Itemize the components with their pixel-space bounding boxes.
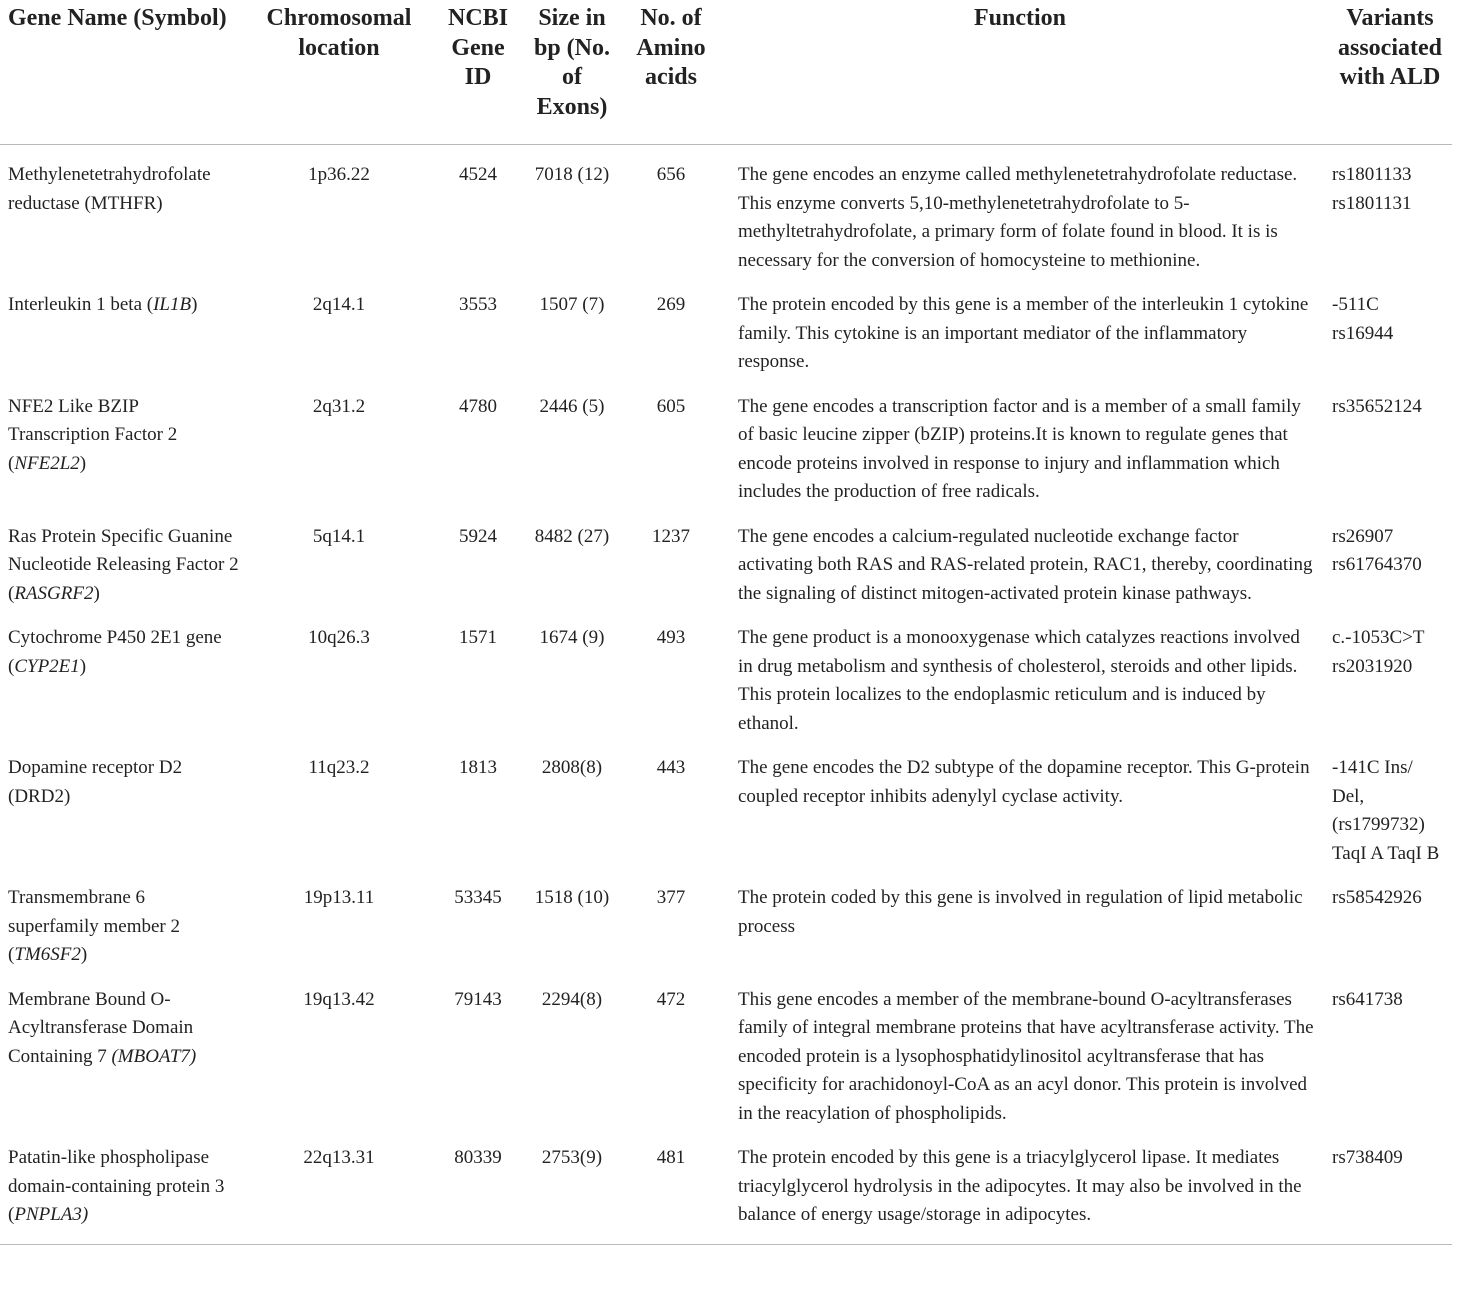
chromosomal-location: 22q13.31 xyxy=(303,1147,375,1168)
variants-cell xyxy=(1320,507,1452,609)
gene-function: The gene encodes an enzyme called methylenetetrahydrofolate reductase. This enzyme converts 5,10-methylenetetrahydrofolate to 5-methyltetrahydrofolate, a primary form of folate found in blood. It is is necessary for the conversion of homocysteine to methionine. xyxy=(738,164,1298,271)
amino-acid-count: 443 xyxy=(656,757,686,778)
amino-acid-count: 269 xyxy=(656,294,686,315)
variant: rs61764370 xyxy=(1332,554,1422,575)
variant: rs1801133 xyxy=(1332,164,1412,185)
gene-symbol-suffix: ) xyxy=(79,655,87,677)
gene-symbol: (MBOAT7) xyxy=(111,1045,197,1067)
gene-name: Methylenetetrahydrofolate reductase (MTHFR) xyxy=(8,164,211,214)
ncbi-gene-id: 1571 xyxy=(459,627,497,648)
variant: rs16944 xyxy=(1332,322,1394,344)
gene-symbol-suffix: ) xyxy=(79,452,87,474)
gene-function: This gene encodes a member of the membrane-bound O-acyltransferases family of integral membrane proteins that have acyltransferase activity. The encoded protein is a lysophosphatidylinositol acyltransferase that has specificity for arachidonoyl-CoA as an acyl donor. This protein is involved in the reacylation of phospholipids. xyxy=(738,988,1314,1124)
ncbi-gene-id: 53345 xyxy=(454,887,502,908)
gene-function: The protein encoded by this gene is a triacylglycerol lipase. It mediates triacylglycerol hydrolysis in the adipocytes. It may also be involved in the balance of energy usage/storage in adipocytes. xyxy=(738,1147,1302,1225)
gene-name-cell xyxy=(0,377,244,507)
gene-name-cell xyxy=(0,1128,244,1244)
size-bp: 1507 (7) xyxy=(539,294,605,315)
variant: rs58542926 xyxy=(1332,887,1422,908)
gene-function: The gene encodes a transcription factor and is a member of a small family of basic leucine zipper (bZIP) proteins.It is known to regulate genes that encode proteins involved in response to injury and inflammation which includes the production of free radicals. xyxy=(738,395,1301,502)
variant: rs738409 xyxy=(1332,1147,1403,1168)
header-size-bp: Size in bp (No. of Exons) xyxy=(533,5,611,120)
ncbi-gene-id: 4524 xyxy=(459,164,497,185)
chromosomal-location: 2q14.1 xyxy=(312,294,366,315)
variant: rs26907 xyxy=(1332,525,1394,547)
gene-symbol: CYP2E1 xyxy=(14,655,80,677)
gene-symbol: IL1B xyxy=(153,294,192,315)
gene-name: Membrane Bound O-Acyltransferase Domain Containing 7 xyxy=(8,988,194,1067)
ncbi-gene-id: 4780 xyxy=(459,395,497,417)
variants-cell xyxy=(1320,738,1452,868)
gene-name: Ras Protein Specific Guanine Nucleotide Releasing Factor 2 ( xyxy=(8,525,239,604)
ncbi-gene-id: 3553 xyxy=(459,294,497,315)
size-bp: 2753(9) xyxy=(541,1147,603,1168)
variants-cell xyxy=(1320,1128,1452,1244)
gene-name-cell xyxy=(0,608,244,738)
gene-symbol: NFE2L2 xyxy=(14,452,80,474)
amino-acid-count: 493 xyxy=(656,627,686,648)
header-function: Function xyxy=(973,5,1066,31)
amino-acid-count: 481 xyxy=(656,1147,686,1168)
gene-function: The gene product is a monooxygenase which catalyzes reactions involved in drug metabolism and synthesis of cholesterol, steroids and other lipids. This protein localizes to the endoplasmic reticulum and is induced by ethanol. xyxy=(738,627,1300,734)
variant: rs641738 xyxy=(1332,988,1403,1010)
variant: c.-1053C>T xyxy=(1332,627,1425,648)
gene-function: The protein coded by this gene is involved in regulation of lipid metabolic process xyxy=(738,887,1303,937)
table-row xyxy=(0,275,1452,377)
gene-name-cell xyxy=(0,868,244,970)
header-variants: Variants associated with ALD xyxy=(1338,5,1442,90)
variants-cell xyxy=(1320,145,1452,276)
chromosomal-location: 5q14.1 xyxy=(312,525,366,547)
chromosomal-location: 10q26.3 xyxy=(308,627,370,648)
gene-function: The gene encodes a calcium-regulated nucleotide exchange factor activating both RAS and RAS-related protein, RAC1, thereby, coordinating the signaling of distinct mitogen-activated protein kinase pathways. xyxy=(738,525,1313,604)
table-row xyxy=(0,377,1452,507)
table-row xyxy=(0,738,1452,868)
gene-symbol-suffix: ) xyxy=(80,944,88,965)
amino-acid-count: 656 xyxy=(656,164,686,185)
chromosomal-location: 1p36.22 xyxy=(308,164,370,185)
header-amino-acids: No. of Amino acids xyxy=(636,5,706,90)
gene-name: Patatin-like phospholipase domain-containing protein 3 ( xyxy=(8,1147,225,1225)
size-bp: 2808(8) xyxy=(541,757,603,778)
amino-acid-count: 1237 xyxy=(652,525,690,547)
variant: rs2031920 xyxy=(1332,655,1413,677)
gene-name: Interleukin 1 beta ( xyxy=(8,294,154,315)
variants-cell xyxy=(1320,868,1452,970)
amino-acid-count: 472 xyxy=(656,988,686,1010)
variants-cell xyxy=(1320,377,1452,507)
gene-name-cell xyxy=(0,970,244,1129)
gene-symbol: RASGRF2 xyxy=(14,582,94,604)
gene-symbol: TM6SF2 xyxy=(14,944,81,965)
chromosomal-location: 19p13.11 xyxy=(303,887,375,908)
gene-function: The protein encoded by this gene is a member of the interleukin 1 cytokine family. This cytokine is an important mediator of the inflammatory response. xyxy=(738,294,1309,372)
header-gene-name: Gene Name (Symbol) xyxy=(8,5,227,31)
header-ncbi-gene-id: NCBI Gene ID xyxy=(447,5,508,90)
gene-symbol-suffix: ) xyxy=(191,294,198,315)
size-bp: 1518 (10) xyxy=(534,887,610,908)
variant: rs1801131 xyxy=(1332,192,1412,214)
ncbi-gene-id: 80339 xyxy=(454,1147,502,1168)
size-bp: 2294(8) xyxy=(541,988,603,1010)
gene-name: NFE2 Like BZIP Transcription Factor 2 ( xyxy=(8,395,178,474)
chromosomal-location: 2q31.2 xyxy=(312,395,366,417)
variant: rs35652124 xyxy=(1332,395,1422,417)
gene-symbol: PNPLA3) xyxy=(14,1204,89,1225)
amino-acid-count: 605 xyxy=(656,395,686,417)
ncbi-gene-id: 79143 xyxy=(454,988,502,1010)
variants-cell xyxy=(1320,608,1452,738)
table-row xyxy=(0,868,1452,970)
gene-name-cell xyxy=(0,275,244,377)
variants-cell xyxy=(1320,970,1452,1129)
gene-name-cell xyxy=(0,145,244,276)
table-row xyxy=(0,1128,1452,1244)
table-row xyxy=(0,145,1452,276)
gene-name: Transmembrane 6 superfamily member 2 ( xyxy=(8,887,181,965)
size-bp: 1674 (9) xyxy=(539,627,605,648)
chromosomal-location: 11q23.2 xyxy=(308,757,370,778)
table-row xyxy=(0,507,1452,609)
size-bp: 2446 (5) xyxy=(539,395,605,417)
gene-name: Dopamine receptor D2 (DRD2) xyxy=(8,757,183,807)
variants-cell xyxy=(1320,275,1452,377)
table-header-row xyxy=(0,0,1452,145)
ncbi-gene-id: 1813 xyxy=(459,757,497,778)
variant: -141C Ins/ Del, (rs1799732) TaqI A TaqI B xyxy=(1332,757,1440,864)
gene-symbol-suffix: ) xyxy=(93,582,100,604)
variant: -511C xyxy=(1332,294,1379,315)
gene-function: The gene encodes the D2 subtype of the dopamine receptor. This G-protein coupled receptor inhibits adenylyl cyclase activity. xyxy=(738,757,1310,807)
amino-acid-count: 377 xyxy=(656,887,686,908)
gene-name: Cytochrome P450 2E1 gene ( xyxy=(8,627,222,677)
gene-name-cell xyxy=(0,738,244,868)
ncbi-gene-id: 5924 xyxy=(459,525,497,547)
header-chromosomal-location: Chromosomal location xyxy=(266,5,412,61)
size-bp: 8482 (27) xyxy=(534,525,610,547)
size-bp: 7018 (12) xyxy=(534,164,610,185)
chromosomal-location: 19q13.42 xyxy=(303,988,375,1010)
gene-name-cell xyxy=(0,507,244,609)
table-row xyxy=(0,970,1452,1129)
table-row xyxy=(0,608,1452,738)
